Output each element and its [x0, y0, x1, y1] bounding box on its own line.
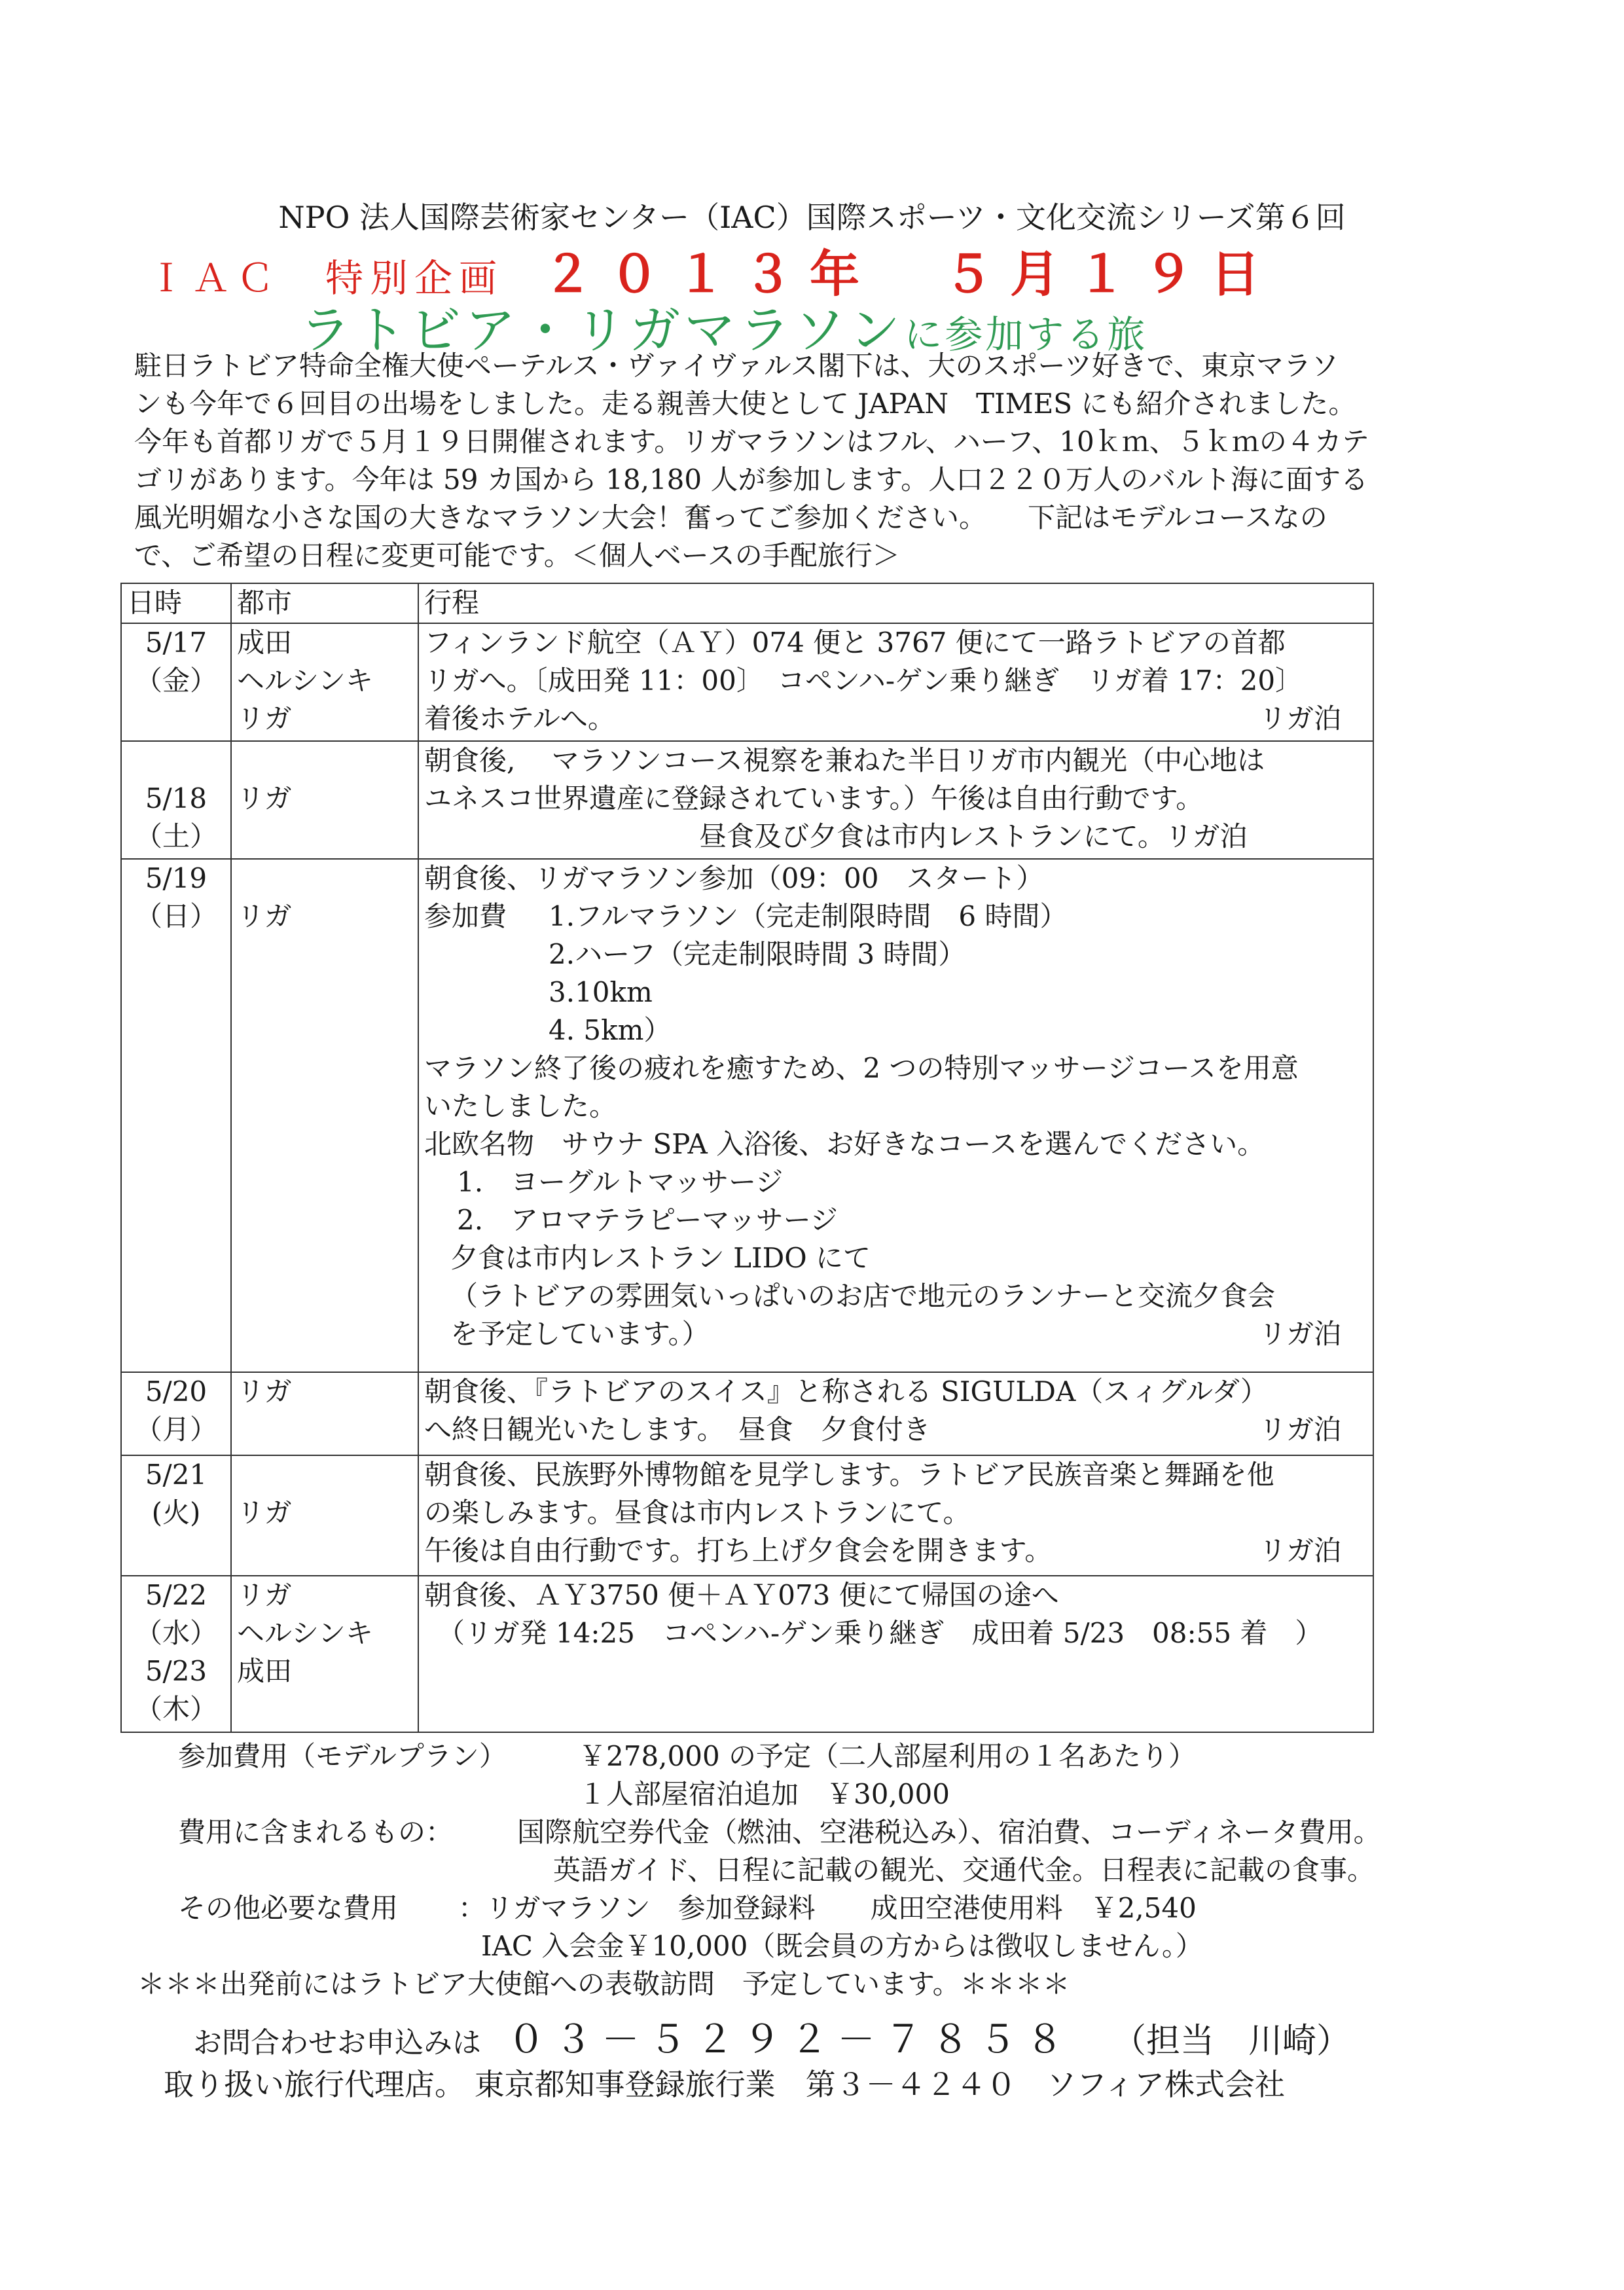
row-itinerary: 朝食後、リガマラソン参加（09：00 スタート） 参加費 1.フルマラソン（完走制限時間 6 時間） 2.ハーフ（完走制限時間 3 時間） 3.10km 4. 5km） マラソン終了後の疲れを癒すため、2 つの特別マッサージコースを用意 いたしました。 北欧名物 サウナ SPA 入浴後、お好きなコースを選んでください。 1. ヨーグルトマッサージ 2. アロマテラピーマッサージ 夕食は市内レストラン LIDO にて （ラトビアの雰囲気いっぱいのお店で地元のランナーと交流夕食会 を予定しています。） リガ泊 — [418, 859, 1373, 1373]
row-itinerary: 朝食後、ＡＹ3750 便＋ＡＹ073 便にて帰国の途へ （リガ発 14:25 コペンハ-ゲン乗り継ぎ 成田着 5/23 08:55 着 ） — [418, 1576, 1373, 1732]
header-itinerary: 行程 — [418, 583, 1373, 623]
intro-line-3: 今年も首都リガで５月１９日開催されます。リガマラソンはフル、ハーフ、10ｋｍ、５ｋｍの４カテ — [134, 426, 1369, 458]
row-date: 5/18 （土） — [121, 741, 231, 859]
other-costs-line-2: IAC 入会金￥10,000（既会員の方からは徴収しません。） — [481, 1930, 1203, 1962]
row-city: リガ — [231, 741, 418, 859]
table-row — [121, 859, 1373, 1373]
event-date: ２０１３年 ５月１９日 — [543, 245, 1278, 303]
row-date: 5/20 （月） — [121, 1372, 231, 1455]
special-plan-label: ＩＡＣ 特別企画 — [147, 256, 504, 300]
fee-value: ￥278,000 の予定（二人部屋利用の１名あたり） — [579, 1740, 1197, 1772]
table-row — [121, 623, 1373, 741]
row-itinerary: 朝食後、民族野外博物館を見学します。ラトビア民族音楽と舞踊を他 の楽しみます。昼食は市内レストランにて。 午後は自由行動です。打ち上げ夕食会を開きます。 リガ泊 — [418, 1455, 1373, 1576]
tour-title-main: ラトビア・リガマラソン — [300, 301, 905, 360]
contact-label: お問合わせお申込みは — [193, 2026, 481, 2060]
intro-line-4: ゴリがあります。今年は 59 カ国から 18,180 人が参加します。人口２２０万人のバルト海に面する — [134, 463, 1369, 496]
table-row — [121, 1372, 1373, 1455]
row-city: リガ — [231, 859, 418, 1373]
row-city: リガ — [231, 1372, 418, 1455]
intro-line-5: 風光明媚な小さな国の大きなマラソン大会！奮ってご参加ください。 下記はモデルコースなの — [134, 501, 1327, 534]
row-itinerary: 朝食後, マラソンコース視察を兼ねた半日リガ市内観光（中心地は ユネスコ世界遺産に登録されています。）午後は自由行動です。 昼食及び夕食は市内レストランにて。リガ泊 — [418, 741, 1373, 859]
intro-line-6: で、ご希望の日程に変更可能です。＜個人ベースの手配旅行＞ — [134, 539, 900, 572]
single-room-supplement: １人部屋宿泊追加 ￥30,000 — [579, 1778, 950, 1810]
row-date: 5/19 （日） — [121, 859, 231, 1373]
table-header-row — [121, 583, 1373, 623]
contact-line — [193, 2008, 1350, 2063]
row-city: 成田 ヘルシンキ リガ — [231, 623, 418, 741]
header-city: 都市 — [231, 583, 418, 623]
organization-line: NPO 法人国際芸術家センター（IAC）国際スポーツ・文化交流シリーズ第６回 — [278, 200, 1346, 235]
intro-line-2: ンも今年で６回目の出場をしました。走る親善大使として JAPAN TIMES にも紹介されました。 — [134, 388, 1356, 420]
header-date: 日時 — [121, 583, 231, 623]
intro-line-1: 駐日ラトビア特命全権大使ペーテルス・ヴァイヴァルス閣下は、大のスポーツ好きで、東京マラソ — [134, 350, 1339, 382]
embassy-visit-note: ＊＊＊出発前にはラトビア大使館への表敬訪問 予定しています。＊＊＊＊ — [137, 1968, 1070, 2000]
contact-phone: ０３－５２９２－７８５８ — [507, 2017, 1074, 2062]
row-date: 5/21 (火) — [121, 1455, 231, 1576]
included-line-1: 国際航空券代金（燃油、空港税込み）、宿泊費、コーディネータ費用。 — [517, 1816, 1381, 1848]
travel-agency: 取り扱い旅行代理店。 東京都知事登録旅行業 第３－４２４０ ソフィア株式会社 — [164, 2067, 1285, 2102]
tour-title-suffix: に参加する旅 — [904, 312, 1148, 357]
included-label: 費用に含まれるもの： — [178, 1816, 454, 1848]
table-row — [121, 741, 1373, 859]
table-row — [121, 1455, 1373, 1576]
row-city: リガ — [231, 1455, 418, 1576]
table-row — [121, 1576, 1373, 1732]
row-itinerary: フィンランド航空（ＡＹ）074 便と 3767 便にて一路ラトビアの首都 リガへ。〔成田発 11：00〕 コペンハ-ゲン乗り継ぎ リガ着 17：20〕 着後ホテルへ。 リガ泊 — [418, 623, 1373, 741]
other-costs-label: その他必要な費用 — [178, 1892, 399, 1924]
contact-person: （担当 川崎） — [1112, 2022, 1351, 2061]
other-costs-line-1: ：リガマラソン 参加登録料 成田空港使用料 ￥2,540 — [458, 1892, 1197, 1924]
row-itinerary: 朝食後、『ラトビアのスイス』と称される SIGULDA（スィグルダ） へ終日観光いたします。 昼食 夕食付き リガ泊 — [418, 1372, 1373, 1455]
fee-label: 参加費用（モデルプラン） — [178, 1740, 507, 1772]
included-line-2: 英語ガイド、日程に記載の観光、交通代金。日程表に記載の食事。 — [553, 1854, 1375, 1886]
itinerary-table — [120, 583, 1374, 1733]
row-date: 5/17 （金） — [121, 623, 231, 741]
row-date: 5/22 （水） 5/23 （木） — [121, 1576, 231, 1732]
row-city: リガ ヘルシンキ 成田 — [231, 1576, 418, 1732]
